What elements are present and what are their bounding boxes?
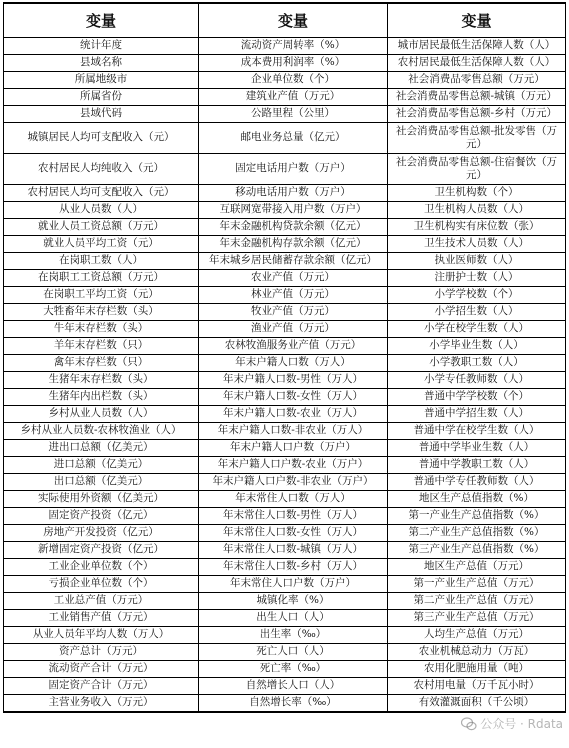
table-cell: 生猪年内出栏数（头） xyxy=(4,389,199,406)
table-cell: 死亡率（‰） xyxy=(199,661,388,678)
table-cell: 年末户籍人口数-女性（万人） xyxy=(199,389,388,406)
table-cell: 农业机械总动力（万瓦） xyxy=(388,644,566,661)
table-row xyxy=(4,321,566,338)
table-cell: 地区生产总值指数（%） xyxy=(388,491,566,508)
table-cell: 牧业产值（万元） xyxy=(199,304,388,321)
table-row xyxy=(4,338,566,355)
table-cell: 自然增长率（‰） xyxy=(199,695,388,713)
table-cell: 普通中学毕业生数（人） xyxy=(388,440,566,457)
table-cell: 普通中学专任教师数（人） xyxy=(388,474,566,491)
table-cell: 互联网宽带接入用户数（万户） xyxy=(199,202,388,219)
table-cell: 小学学校数（个） xyxy=(388,287,566,304)
table-row xyxy=(4,123,566,154)
table-cell: 进口总额（亿美元） xyxy=(4,457,199,474)
table-cell: 从业人员年平均人数（万人） xyxy=(4,627,199,644)
table-row xyxy=(4,542,566,559)
table-cell: 成本费用利润率（%） xyxy=(199,55,388,72)
table-row xyxy=(4,89,566,106)
table-row xyxy=(4,525,566,542)
table-row xyxy=(4,355,566,372)
column-header: 变量 xyxy=(199,3,388,38)
table-cell: 普通中学学校数（个） xyxy=(388,389,566,406)
table-cell: 年末城乡居民储蓄存款余额（亿元） xyxy=(199,253,388,270)
table-cell: 第三产业生产总值（万元） xyxy=(388,610,566,627)
table-row xyxy=(4,559,566,576)
table-row xyxy=(4,270,566,287)
table-cell: 社会消费品零售总额-住宿餐饮（万元） xyxy=(388,154,566,185)
table-cell: 第二产业生产总值（万元） xyxy=(388,593,566,610)
table-cell: 农村居民最低生活保障人数（人） xyxy=(388,55,566,72)
column-header: 变量 xyxy=(388,3,566,38)
table-row xyxy=(4,253,566,270)
table-cell: 普通中学招生数（人） xyxy=(388,406,566,423)
table-cell: 林业产值（万元） xyxy=(199,287,388,304)
table-cell: 流动资产周转率（%） xyxy=(199,38,388,55)
table-cell: 第一产业生产总值（万元） xyxy=(388,576,566,593)
table-cell: 资产总计（万元） xyxy=(4,644,199,661)
table-row xyxy=(4,474,566,491)
table-cell: 人均生产总值（万元） xyxy=(388,627,566,644)
table-cell: 社会消费品零售总额-乡村（万元） xyxy=(388,106,566,123)
table-cell: 死亡人口（人） xyxy=(199,644,388,661)
table-cell: 固定电话用户数（万户） xyxy=(199,154,388,185)
table-cell: 工业总产值（万元） xyxy=(4,593,199,610)
table-cell: 年末金融机构贷款余额（亿元） xyxy=(199,219,388,236)
table-cell: 年末户籍人口户数-非农业（万户） xyxy=(199,474,388,491)
table-cell: 出生率（‰） xyxy=(199,627,388,644)
table-cell: 企业单位数（个） xyxy=(199,72,388,89)
wechat-icon xyxy=(461,717,477,731)
table-cell: 社会消费品零售总额-城镇（万元） xyxy=(388,89,566,106)
watermark xyxy=(461,715,563,732)
table-cell: 卫生机构数（个） xyxy=(388,185,566,202)
table-cell: 出生人口（人） xyxy=(199,610,388,627)
table-cell: 农村居民人均纯收入（元） xyxy=(4,154,199,185)
table-cell: 进出口总额（亿美元） xyxy=(4,440,199,457)
table-row xyxy=(4,389,566,406)
table-cell: 年末户籍人口户数（万户） xyxy=(199,440,388,457)
table-cell: 年末户籍人口户数-农业（万户） xyxy=(199,457,388,474)
table-cell: 小学专任教师数（人） xyxy=(388,372,566,389)
table-cell: 工业企业单位数（个） xyxy=(4,559,199,576)
variable-table xyxy=(3,2,566,713)
table-row xyxy=(4,508,566,525)
table-cell: 公路里程（公里） xyxy=(199,106,388,123)
table-cell: 工业销售产值（万元） xyxy=(4,610,199,627)
table-cell: 年末户籍人口数-非农业（万人） xyxy=(199,423,388,440)
table-row xyxy=(4,185,566,202)
table-row xyxy=(4,491,566,508)
table-row xyxy=(4,423,566,440)
table-cell: 城镇化率（%） xyxy=(199,593,388,610)
table-cell: 卫生技术人员数（人） xyxy=(388,236,566,253)
table-cell: 房地产开发投资（亿元） xyxy=(4,525,199,542)
table-cell: 农林牧渔服务业产值（万元） xyxy=(199,338,388,355)
table-cell: 大牲畜年末存栏数（头） xyxy=(4,304,199,321)
table-row xyxy=(4,695,566,713)
table-row xyxy=(4,610,566,627)
table-cell: 小学招生数（人） xyxy=(388,304,566,321)
table-cell: 年末户籍人口数-男性（万人） xyxy=(199,372,388,389)
table-cell: 自然增长人口（人） xyxy=(199,678,388,695)
table-cell: 城市居民最低生活保障人数（人） xyxy=(388,38,566,55)
table-cell: 固定资产投资（亿元） xyxy=(4,508,199,525)
table-cell: 第三产业生产总值指数（%） xyxy=(388,542,566,559)
table-cell: 社会消费品零售总额（万元） xyxy=(388,72,566,89)
table-cell: 年末常住人口数-城镇（万人） xyxy=(199,542,388,559)
table-cell: 社会消费品零售总额-批发零售（万元） xyxy=(388,123,566,154)
table-cell: 年末户籍人口数-农业（万人） xyxy=(199,406,388,423)
table-cell: 亏损企业单位数（个） xyxy=(4,576,199,593)
table-cell: 执业医师数（人） xyxy=(388,253,566,270)
table-cell: 就业人员工资总额（万元） xyxy=(4,219,199,236)
table-cell: 就业人员平均工资（元） xyxy=(4,236,199,253)
header-row xyxy=(4,3,566,38)
table-cell: 年末常住人口户数（万户） xyxy=(199,576,388,593)
table-cell: 有效灌溉面积（千公顷） xyxy=(388,695,566,713)
table-cell: 年末户籍人口数（万人） xyxy=(199,355,388,372)
table-cell: 农村用电量（万千瓦小时） xyxy=(388,678,566,695)
table-row xyxy=(4,593,566,610)
table-row xyxy=(4,106,566,123)
table-row xyxy=(4,576,566,593)
table-cell: 农村居民人均可支配收入（元） xyxy=(4,185,199,202)
table-cell: 流动资产合计（万元） xyxy=(4,661,199,678)
table-row xyxy=(4,219,566,236)
table-row xyxy=(4,627,566,644)
table-cell: 羊年末存栏数（只） xyxy=(4,338,199,355)
table-row xyxy=(4,38,566,55)
table-cell: 卫生机构人员数（人） xyxy=(388,202,566,219)
table-row xyxy=(4,55,566,72)
table-cell: 注册护士数（人） xyxy=(388,270,566,287)
table-cell: 所属省份 xyxy=(4,89,199,106)
table-row xyxy=(4,287,566,304)
watermark-text: 公众号 · Rdata xyxy=(480,717,563,731)
table-cell: 城镇居民人均可支配收入（元） xyxy=(4,123,199,154)
table-cell: 第二产业生产总值指数（%） xyxy=(388,525,566,542)
table-cell: 普通中学在校学生数（人） xyxy=(388,423,566,440)
table-row xyxy=(4,661,566,678)
table-cell: 邮电业务总量（亿元） xyxy=(199,123,388,154)
table-cell: 第一产业生产总值指数（%） xyxy=(388,508,566,525)
table-cell: 实际使用外资额（亿美元） xyxy=(4,491,199,508)
table-cell: 生猪年末存栏数（头） xyxy=(4,372,199,389)
table-row xyxy=(4,406,566,423)
table-cell: 年末常住人口数-男性（万人） xyxy=(199,508,388,525)
table-cell: 在岗职工工资总额（万元） xyxy=(4,270,199,287)
table-row xyxy=(4,457,566,474)
column-header: 变量 xyxy=(4,3,199,38)
table-cell: 县域代码 xyxy=(4,106,199,123)
table-cell: 在岗职工数（人） xyxy=(4,253,199,270)
table-row xyxy=(4,72,566,89)
table-cell: 地区生产总值（万元） xyxy=(388,559,566,576)
table-cell: 年末金融机构存款余额（亿元） xyxy=(199,236,388,253)
table-body xyxy=(4,38,566,713)
table-row xyxy=(4,304,566,321)
table-cell: 乡村从业人员数（人） xyxy=(4,406,199,423)
table-cell: 小学在校学生数（人） xyxy=(388,321,566,338)
table-row xyxy=(4,236,566,253)
table-cell: 牛年末存栏数（头） xyxy=(4,321,199,338)
table-cell: 固定资产合计（万元） xyxy=(4,678,199,695)
table-cell: 出口总额（亿美元） xyxy=(4,474,199,491)
table-cell: 统计年度 xyxy=(4,38,199,55)
table-cell: 小学毕业生数（人） xyxy=(388,338,566,355)
table-row xyxy=(4,644,566,661)
table-cell: 农用化肥施用量（吨） xyxy=(388,661,566,678)
table-row xyxy=(4,372,566,389)
table-cell: 从业人员数（人） xyxy=(4,202,199,219)
table-cell: 建筑业产值（万元） xyxy=(199,89,388,106)
table-cell: 农业产值（万元） xyxy=(199,270,388,287)
table-cell: 移动电话用户数（万户） xyxy=(199,185,388,202)
table-cell: 年末常住人口数-乡村（万人） xyxy=(199,559,388,576)
table-cell: 卫生机构实有床位数（张） xyxy=(388,219,566,236)
table-row xyxy=(4,202,566,219)
table-cell: 所属地级市 xyxy=(4,72,199,89)
table-row xyxy=(4,154,566,185)
table-cell: 年末常住人口数（万人） xyxy=(199,491,388,508)
table-cell: 禽年末存栏数（只） xyxy=(4,355,199,372)
table-cell: 新增固定资产投资（亿元） xyxy=(4,542,199,559)
table-cell: 普通中学教职工数（人） xyxy=(388,457,566,474)
table-row xyxy=(4,440,566,457)
table-cell: 乡村从业人员数-农林牧渔业（人） xyxy=(4,423,199,440)
table-cell: 渔业产值（万元） xyxy=(199,321,388,338)
table-cell: 县域名称 xyxy=(4,55,199,72)
table-cell: 在岗职工平均工资（元） xyxy=(4,287,199,304)
table-cell: 年末常住人口数-女性（万人） xyxy=(199,525,388,542)
table-cell: 主营业务收入（万元） xyxy=(4,695,199,713)
table-row xyxy=(4,678,566,695)
table-cell: 小学教职工数（人） xyxy=(388,355,566,372)
